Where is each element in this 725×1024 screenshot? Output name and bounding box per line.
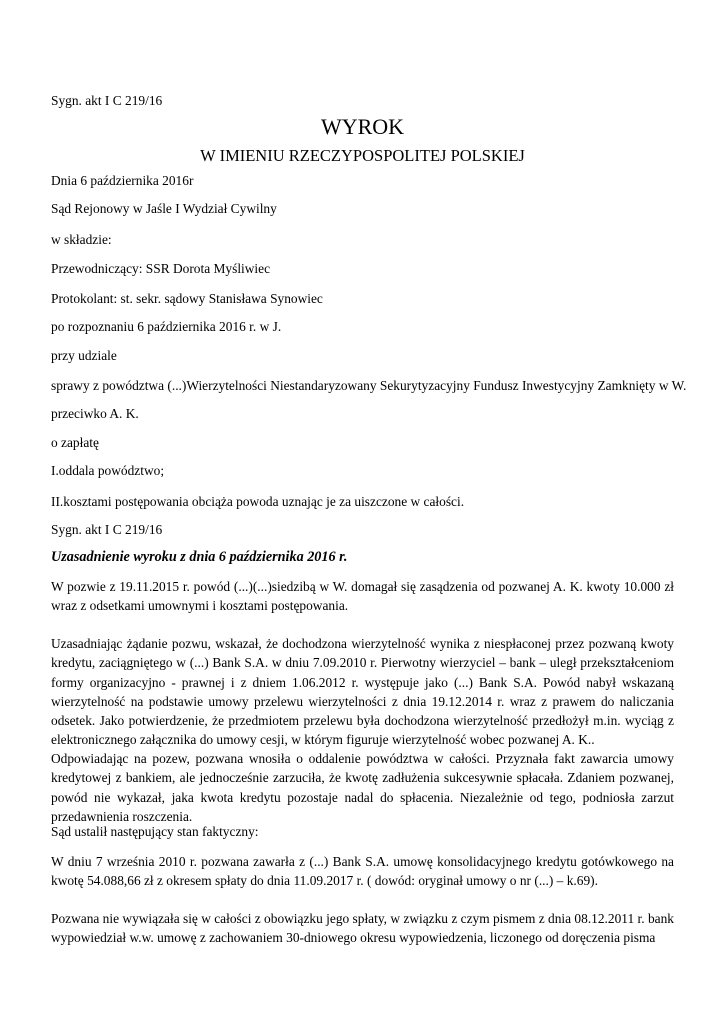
case-description: sprawy z powództwa (...)Wierzytelności Niestandaryzowany Sekurytyzacyjny Fundusz Inwestycyjny Zamknięty w W. [51,378,687,393]
justification-paragraph-3: Odpowiadając na pozew, pozwana wnosiła o oddalenie powództwa w całości. Przyznała fakt zawarcia umowy kredytowej z bankiem, ale jednocześnie zarzuciła, że kwotę zadłużenia sukcesywnie spłacała. Zdaniem pozwanej, powód nie wykazał, jaka kwota kredytu pozostaje nadal do spłacenia. Niezależnie od tego, podniosła zarzut przedawnienia roszczenia. [51,751,674,824]
participation-label: przy udziale [51,348,117,363]
presiding-judge: Przewodniczący: SSR Dorota Myśliwiec [51,261,271,276]
judgment-subtitle: W IMIENIU RZECZYPOSPOLITEJ POLSKIEJ [200,146,525,165]
court-clerk: Protokolant: st. sekr. sądowy Stanisława Synowiec [51,291,323,306]
hearing-info: po rozpoznaniu 6 października 2016 r. w J. [51,319,282,334]
ruling-point-2: II.kosztami postępowania obciąża powoda uznając je za uiszczone w całości. [51,494,465,509]
case-signature-top: Sygn. akt I C 219/16 [51,93,163,108]
justification-paragraph-5: Pozwana nie wywiązała się w całości z obowiązku jego spłaty, w związku z czym pismem z dnia 08.12.2011 r. bank wypowiedział w.w. umowę z zachowaniem 30-dniowego okresu wypowiedzenia, liczonego od doręczenia pisma [51,911,674,946]
justification-paragraph-2: Uzasadniając żądanie pozwu, wskazał, że dochodzona wierzytelność wynika z niespłaconej przez pozwaną kwoty kredytu, zaciągniętego w (...) Bank S.A. w dniu 7.09.2010 r. Pierwotny wierzyciel – bank – uległ przekształceniom formy organizacyjno - prawnej i z dniem 1.06.2012 r. występuje jako (...) Bank S.A. Powód nabył wskazaną wierzytelność na podstawie umowy przelewu wierzytelności z dnia 19.12.2014 r. wraz z prawem do naliczania odsetek. Jako potwierdzenie, że przedmiotem przelewu była dochodzona wierzytelność przedłożył m.in. wyciąg z elektronicznego załącznika do umowy cesji, w którym figuruje wierzytelność wobec pozwanej A. K.. [51,636,674,748]
composition-label: w składzie: [51,232,112,247]
ruling-point-1: I.oddala powództwo; [51,463,165,478]
court-name: Sąd Rejonowy w Jaśle I Wydział Cywilny [51,201,277,216]
justification-heading: Uzasadnienie wyroku z dnia 6 października 2016 r. [51,549,348,565]
justification-paragraph-4: W dniu 7 września 2010 r. pozwana zawarła z (...) Bank S.A. umowę konsolidacyjnego kredytu gotówkowego na kwotę 54.088,66 zł z okresem spłaty do dnia 11.09.2017 r. ( dowód: oryginał umowy o nr (...) – k.69). [51,854,674,889]
case-signature-mid: Sygn. akt I C 219/16 [51,522,163,537]
justification-paragraph-1: W pozwie z 19.11.2015 r. powód (...)(...)siedzibą w W. domagał się zasądzenia od pozwanej A. K. kwoty 10.000 zł wraz z odsetkami umownymi i kosztami postępowania. [51,579,674,614]
case-subject: o zapłatę [51,435,99,450]
findings-label: Sąd ustalił następujący stan faktyczny: [51,824,259,839]
judgment-date: Dnia 6 października 2016r [51,173,194,188]
judgment-title: WYROK [320,114,405,139]
defendant: przeciwko A. K. [51,406,139,421]
